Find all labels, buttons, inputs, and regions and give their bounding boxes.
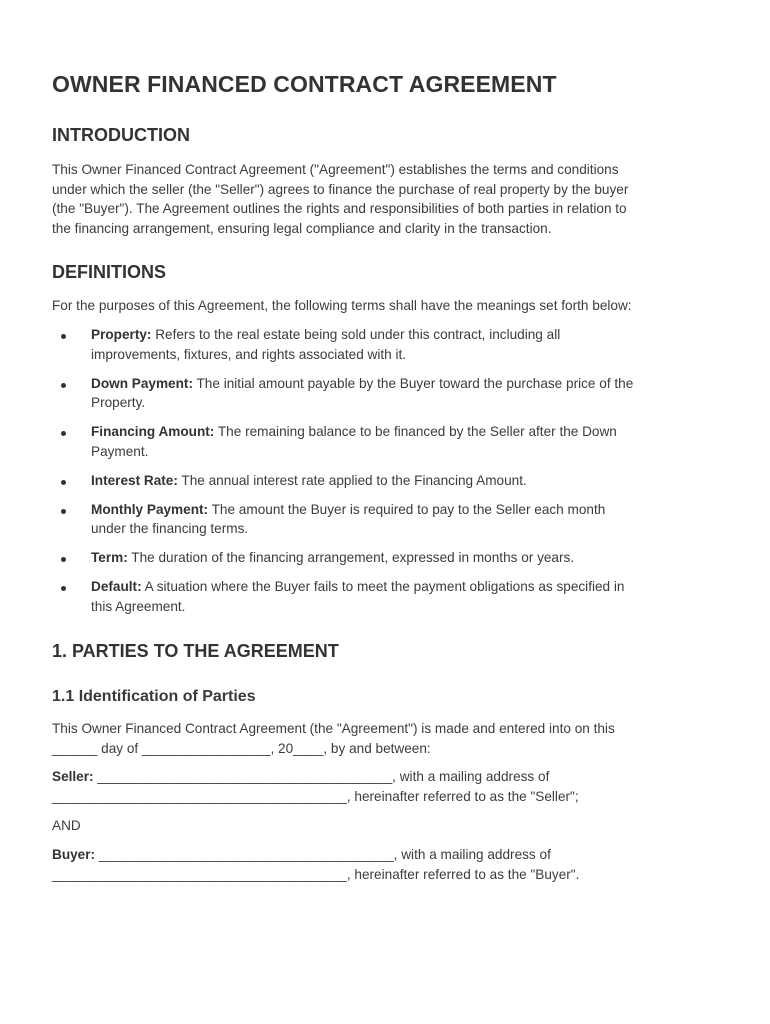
introduction-line: under which the seller (the "Seller") agrees to finance the purchase of real property by the buyer — [52, 181, 629, 197]
definition-text: The annual interest rate applied to the Financing Amount. — [177, 472, 527, 488]
introduction-line: (the "Buyer"). The Agreement outlines the rights and responsibilities of both parties in relation to — [52, 201, 627, 216]
definition-term: Default: — [91, 579, 142, 594]
definition-item-interest-rate — [52, 471, 724, 491]
definition-term: Term: — [91, 550, 128, 565]
definition-text: The initial amount payable by the Buyer toward the purchase price of the — [192, 375, 634, 391]
section-1-1-heading: 1.1 Identification of Parties — [52, 688, 256, 705]
definition-text: Property. — [91, 395, 146, 410]
buyer-clause — [52, 845, 724, 884]
definition-text: The remaining balance to be financed by the Seller after the Down — [214, 424, 617, 439]
introduction-heading: INTRODUCTION — [52, 125, 190, 145]
bullet-icon — [61, 557, 66, 562]
definition-term: Interest Rate: — [91, 472, 178, 488]
bullet-icon — [61, 586, 66, 591]
definition-term: Financing Amount: — [91, 424, 215, 439]
seller-name-blank: _______________________________________, with a mailing address of — [93, 769, 550, 784]
definition-term: Monthly Payment: — [91, 501, 209, 517]
definition-term: Property: — [91, 327, 152, 342]
bullet-icon — [61, 431, 66, 436]
introduction-line: This Owner Financed Contract Agreement ("Agreement") establishes the terms and conditions — [52, 162, 619, 177]
parties-intro-line: This Owner Financed Contract Agreement (the "Agreement") is made and entered into on this — [52, 721, 615, 736]
bullet-icon — [61, 383, 66, 388]
buyer-name-blank: _______________________________________, with a mailing address of — [95, 847, 551, 862]
seller-address-blank: _______________________________________, hereinafter referred to as the "Seller"; — [52, 788, 579, 804]
section-1-heading: 1. PARTIES TO THE AGREEMENT — [52, 641, 339, 661]
bullet-icon — [61, 480, 66, 485]
definition-term: Down Payment: — [91, 375, 193, 391]
definitions-intro: For the purposes of this Agreement, the following terms shall have the meanings set forth below: — [52, 298, 632, 313]
definition-text: this Agreement. — [91, 598, 186, 614]
definition-text: Payment. — [91, 443, 149, 459]
definitions-heading: DEFINITIONS — [52, 262, 167, 282]
bullet-icon — [61, 509, 66, 514]
definition-item-term — [52, 548, 724, 568]
seller-line — [52, 767, 724, 787]
definition-item-down-payment — [52, 374, 724, 413]
introduction-line: the financing arrangement, ensuring legal compliance and clarity in the transaction. — [52, 220, 552, 236]
definition-item-default — [52, 577, 724, 616]
seller-label: Seller: — [52, 769, 94, 784]
bullet-icon — [61, 334, 66, 339]
and-text: AND — [52, 818, 81, 833]
definition-text: A situation where the Buyer fails to meet the payment obligations as specified in — [141, 579, 625, 594]
parties-intro-paragraph — [52, 719, 724, 758]
parties-intro-line: ______ day of _________________, 20____, by and between: — [52, 740, 431, 756]
definition-item-financing-amount — [52, 422, 724, 461]
definition-text: under the financing terms. — [91, 521, 249, 536]
buyer-label: Buyer: — [52, 847, 96, 862]
introduction-paragraph — [52, 160, 724, 238]
definition-text: The duration of the financing arrangement, expressed in months or years. — [127, 550, 575, 565]
definition-item-property — [52, 325, 724, 364]
definition-text: Refers to the real estate being sold under this contract, including all — [151, 327, 561, 342]
buyer-line — [52, 845, 724, 865]
buyer-address-blank: _______________________________________, hereinafter referred to as the "Buyer". — [52, 866, 580, 882]
definition-text: The amount the Buyer is required to pay to the Seller each month — [208, 501, 606, 517]
definitions-list — [52, 325, 724, 626]
seller-clause — [52, 767, 724, 806]
document-title: OWNER FINANCED CONTRACT AGREEMENT — [52, 71, 557, 97]
definition-text: improvements, fixtures, and rights associated with it. — [91, 346, 407, 362]
definition-item-monthly-payment — [52, 500, 724, 539]
